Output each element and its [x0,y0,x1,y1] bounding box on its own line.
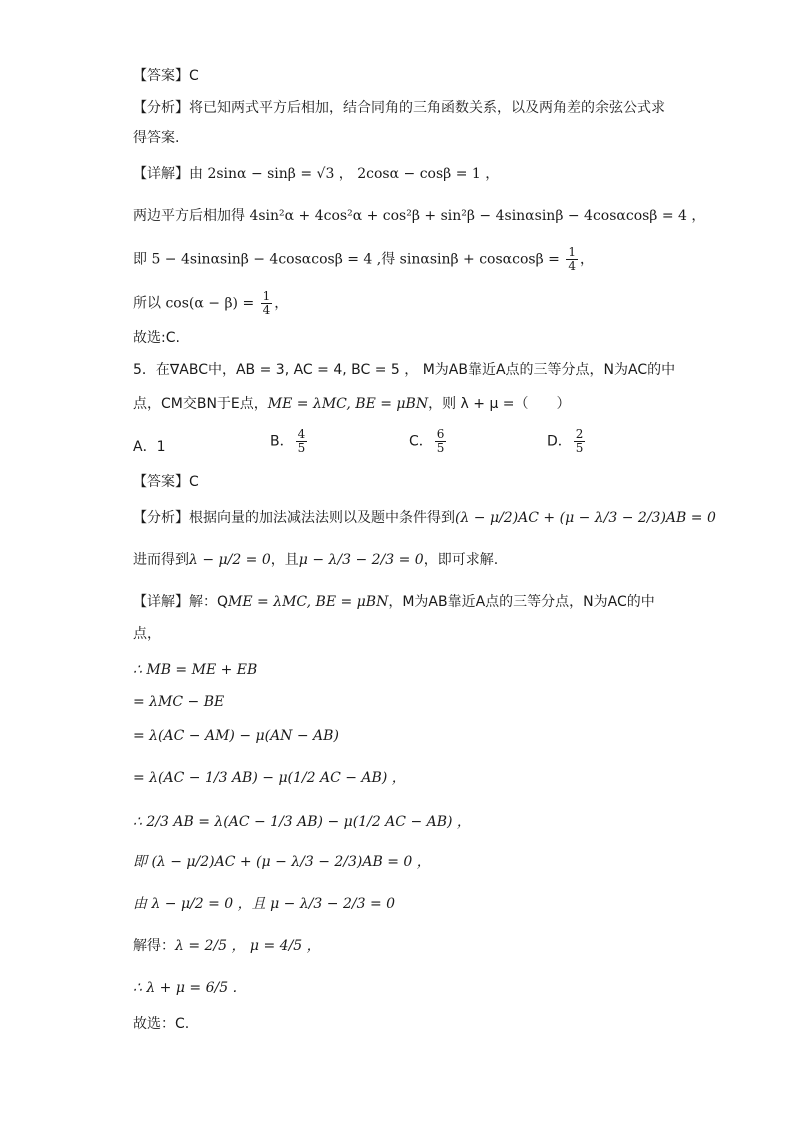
q4-analysis-line-2: 得答案. [133,130,180,146]
step-6: 即 (λ − μ/2)AC + (μ − λ/3 − 2/3)AB = 0 ， [133,854,431,870]
q4-answer-line [133,66,199,86]
q5-answer-line: 【答案】C [133,474,199,490]
q4-detail-line-3: 即 5 − 4sinαsinβ − 4cosαcosβ = 4 ,得 sinαsinβ + cosαcosβ = $\frac{1}{4}$ ， [133,245,594,273]
fraction-one-quarter-2: $\frac{1}{4}$ [262,289,271,317]
q5-stem-line-1: 5．在∇ABC中，AB = 3, AC = 4, BC = 5 ， M为AB靠近A点的三等分点，N为AC的中 [133,362,676,378]
step-3: = λ(AC − AM) − μ(AN − AB) [133,728,339,744]
q5-analysis-line-2: 进而得到λ − μ/2 = 0，且μ − λ/3 − 2/3 = 0，即可求解. [133,552,499,568]
q4-analysis-line-1 [133,98,665,118]
step-5: ∴ 2/3 AB = λ(AC − 1/3 AB) − μ(1/2 AC − AB) ， [133,814,471,830]
analysis-text: 将已知两式平方后相加，结合同角的三角函数关系，以及两角差的余弦公式求 [189,100,665,116]
option-c: C． $\frac{6}{5}$ [409,427,445,455]
q4-detail-line-4: 所以 cos(α − β) = $\frac{1}{4}$ ， [133,289,289,317]
detail-3-text: 即 5 − 4sinαsinβ − 4cosαcosβ = 4 ,得 sinαsinβ + cosαcosβ = [133,251,560,268]
vector-condition: ME = λMC, BE = μBN [267,396,429,412]
q5-detail-line-1: 【详解】解：QME = λMC, BE = μBN，M为AB靠近A点的三等分点，N为AC的中 [133,594,655,610]
q5-analysis-line-1: 【分析】根据向量的加法减法法则以及题中条件得到(λ − μ/2)AC + (μ − λ/3 − 2/3)AB = 0 [133,510,716,526]
sum-line: ∴ λ + μ = 6/5 . [133,980,238,996]
q5-choose: 故选：C. [133,1016,190,1032]
answer-value: C [189,68,199,84]
q4-detail-line-1 [133,164,499,184]
detail-text: 由 2sinα − sinβ = √3 ， 2cosα − cosβ = 1 ， [189,166,500,182]
q4-choose: 故选:C. [133,330,180,346]
q4-detail-line-2: 两边平方后相加得 4sin²α + 4cos²α + cos²β + sin²β − 4sinαsinβ − 4cosαcosβ = 4 ， [133,208,706,224]
option-a: A．1 [133,439,166,455]
step-1: ∴ MB = ME + EB [133,662,258,678]
step-7: 由 λ − μ/2 = 0 ，且 μ − λ/3 − 2/3 = 0 [133,896,396,912]
answer-tag: 【答案】 [133,68,189,84]
step-4: = λ(AC − 1/3 AB) − μ(1/2 AC − AB) ， [133,770,406,786]
q5-stem-line-2: 点，CM交BN于E点，ME = λMC, BE = μBN，则 λ + μ =（ ） [133,396,571,412]
q5-detail-line-2: 点， [133,626,161,642]
analysis-vector-expression: (λ − μ/2)AC + (μ − λ/3 − 2/3)AB = 0 [455,510,716,526]
analysis-tag: 【分析】 [133,100,189,116]
fraction-one-quarter: $\frac{1}{4}$ [568,245,576,273]
step-2: = λMC − BE [133,694,225,710]
solve-line: 解得：λ = 2/5 ， μ = 4/5 ， [133,938,321,954]
detail-4-text: 所以 cos(α − β) = [133,295,255,312]
option-b: B． $\frac{4}{5}$ [270,427,306,455]
detail-tag: 【详解】 [133,166,189,182]
option-d: D． $\frac{2}{5}$ [547,427,584,455]
